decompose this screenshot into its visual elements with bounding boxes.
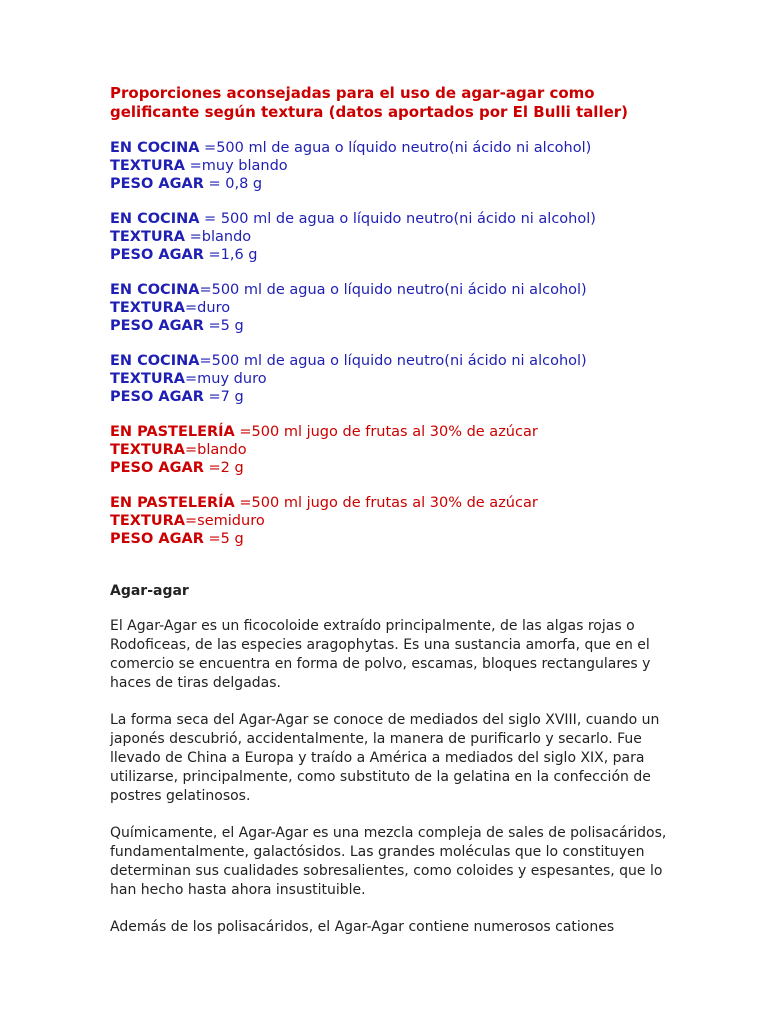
- recipe-label: PESO AGAR: [110, 247, 204, 263]
- recipe-value: =500 ml jugo de frutas al 30% de azúcar: [234, 495, 538, 511]
- recipe-label: PESO AGAR: [110, 389, 204, 405]
- recipe-label: TEXTURA: [110, 371, 186, 387]
- recipe-label: EN PASTELERÍA: [110, 495, 235, 511]
- recipe-label: PESO AGAR: [110, 176, 204, 192]
- recipe-block-cocina-3: [110, 281, 670, 335]
- recipe-block-pasteleria-2: [110, 494, 670, 548]
- recipe-block-cocina-2: [110, 210, 670, 264]
- recipe-label: TEXTURA: [110, 513, 186, 529]
- recipe-label: EN COCINA: [110, 211, 200, 227]
- recipe-value: =5 g: [203, 531, 244, 547]
- recipe-label: EN COCINA: [110, 282, 200, 298]
- recipe-block-cocina-1: [110, 139, 670, 193]
- recipe-value: =1,6 g: [203, 247, 258, 263]
- recipe-value: =muy duro: [185, 371, 267, 387]
- recipe-block-cocina-4: [110, 352, 670, 406]
- recipe-value: =7 g: [203, 389, 244, 405]
- recipe-block-pasteleria-1: [110, 423, 670, 477]
- recipe-label: EN COCINA: [110, 140, 200, 156]
- recipe-value: =blando: [185, 229, 252, 245]
- recipe-label: PESO AGAR: [110, 531, 204, 547]
- document-title: [110, 84, 670, 122]
- recipe-value: =500 ml de agua o líquido neutro(ni ácido ni alcohol): [199, 282, 587, 298]
- recipe-value: =semiduro: [185, 513, 265, 529]
- recipe-value: =muy blando: [185, 158, 288, 174]
- title-line: gelificante según textura (datos aportados por El Bulli taller): [110, 103, 629, 121]
- section-heading: Agar-agar: [110, 583, 189, 599]
- title-line: Proporciones aconsejadas para el uso de agar-agar como: [110, 84, 595, 102]
- recipe-value: =blando: [185, 442, 247, 458]
- recipe-label: EN COCINA: [110, 353, 200, 369]
- recipe-value: = 0,8 g: [203, 176, 263, 192]
- paragraph: La forma seca del Agar-Agar se conoce de mediados del siglo XVIII, cuando un japonés descubrió, accidentalmente, la manera de purificarlo y secarlo. Fue llevado de China a Europa y traído a América a mediados del siglo XIX, para utilizarse, principalmente, como substituto de la gelatina en la confección de postres gelatinosos.: [110, 712, 660, 804]
- recipe-label: TEXTURA: [110, 300, 186, 316]
- recipe-value: =500 ml de agua o líquido neutro(ni ácido ni alcohol): [199, 140, 592, 156]
- paragraph: El Agar-Agar es un ficocoloide extraído principalmente, de las algas rojas o Rodoficeas, de las especies aragophytas. Es una sustancia amorfa, que en el comercio se encuentra en forma de polvo, escamas, bloques rectangulares y haces de tiras delgadas.: [110, 618, 651, 691]
- document-content: [110, 84, 670, 955]
- recipe-label: PESO AGAR: [110, 460, 204, 476]
- paragraph: Químicamente, el Agar-Agar es una mezcla compleja de sales de polisacáridos, fundamentalmente, galactósidos. Las grandes moléculas que lo constituyen determinan sus cualidades sobresalientes, como coloides y espesantes, que lo han hecho hasta ahora insustituible.: [110, 825, 667, 898]
- recipe-value: =5 g: [203, 318, 244, 334]
- recipe-label: PESO AGAR: [110, 318, 204, 334]
- recipe-value: =500 ml jugo de frutas al 30% de azúcar: [234, 424, 538, 440]
- paragraph: Además de los polisacáridos, el Agar-Agar contiene numerosos cationes: [110, 919, 615, 935]
- recipe-value: =2 g: [203, 460, 244, 476]
- recipe-label: TEXTURA: [110, 442, 186, 458]
- recipe-value: =duro: [185, 300, 231, 316]
- recipe-label: TEXTURA: [110, 158, 186, 174]
- recipe-label: EN PASTELERÍA: [110, 424, 235, 440]
- recipe-label: TEXTURA: [110, 229, 186, 245]
- recipe-value: = 500 ml de agua o líquido neutro(ni ácido ni alcohol): [199, 211, 596, 227]
- recipe-value: =500 ml de agua o líquido neutro(ni ácido ni alcohol): [199, 353, 587, 369]
